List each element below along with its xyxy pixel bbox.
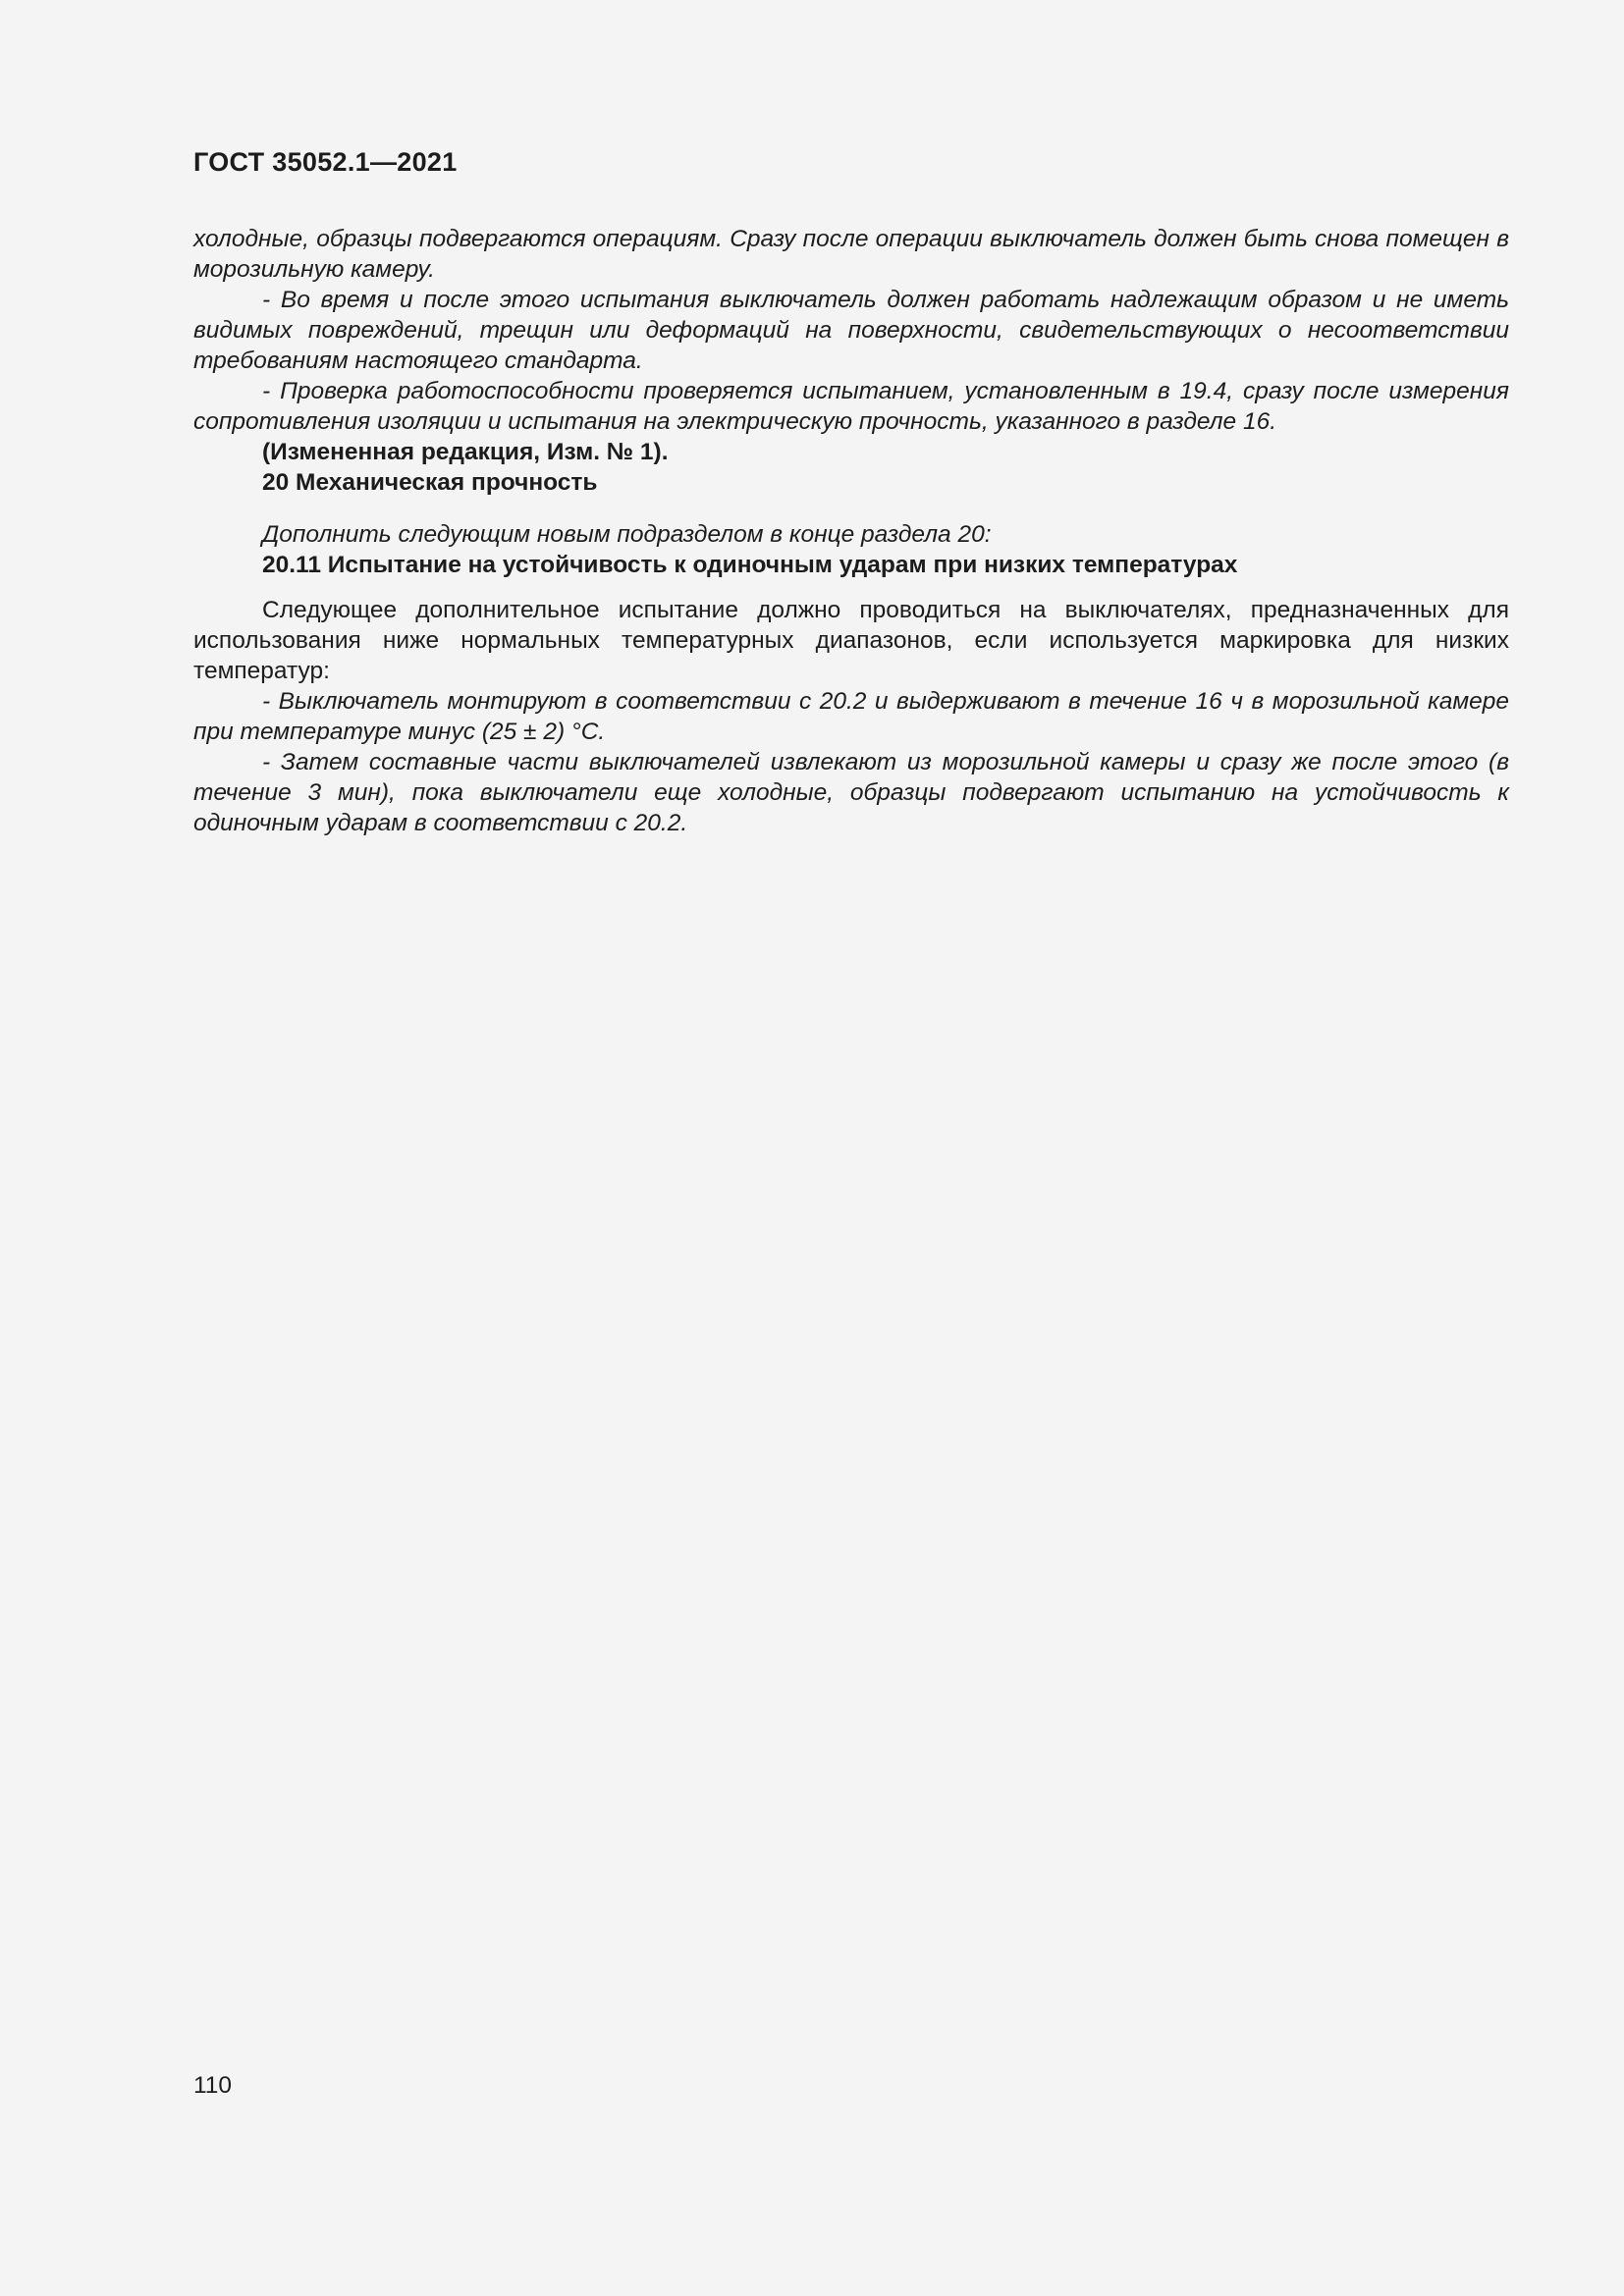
body-paragraph-continuation: холодные, образцы подвергаются операциям. Сразу после операции выключатель должен быть снова помещен в морозильную камеру. [193, 226, 1509, 283]
document-header: ГОСТ 35052.1—2021 [193, 147, 458, 177]
body-paragraph-impact-test: - Затем составные части выключателей извлекают из морозильной камеры и сразу же после этого (в течение 3 мин), пока выключатели еще холодные, образцы подвергают испытанию на устойчивость к одиночным ударам в соответствии с 20.2. [193, 749, 1509, 836]
instruction-paragraph: Дополнить следующим новым подразделом в конце раздела 20: [262, 521, 992, 548]
body-paragraph-additional-test: Следующее дополнительное испытание должно проводиться на выключателях, предназначенных для использования ниже нормальных температурных диапазонов, если используется маркировка для низких температур: [193, 597, 1509, 684]
body-paragraph-mounting: - Выключатель монтируют в соответствии с 20.2 и выдерживают в течение 16 ч в морозильной камере при температуре минус (25 ± 2) °С. [193, 688, 1509, 745]
subsection-heading-20-11: 20.11 Испытание на устойчивость к одиночным ударам при низких температурах [262, 552, 1238, 578]
amendment-note: (Измененная редакция, Изм. № 1). [262, 439, 669, 465]
document-body [193, 224, 1509, 838]
page-number: 110 [193, 2072, 233, 2099]
body-paragraph-operability-check: - Проверка работоспособности проверяется испытанием, установленным в 19.4, сразу после измерения сопротивления изоляции и испытания на электрическую прочность, указанного в разделе 16. [193, 378, 1509, 435]
section-heading-20: 20 Механическая прочность [262, 469, 598, 496]
body-paragraph-damage-requirement: - Во время и после этого испытания выключатель должен работать надлежащим образом и не иметь видимых повреждений, трещин или деформаций на поверхности, свидетельствующих о несоответствии требованиям настоящего стандарта. [193, 287, 1509, 374]
